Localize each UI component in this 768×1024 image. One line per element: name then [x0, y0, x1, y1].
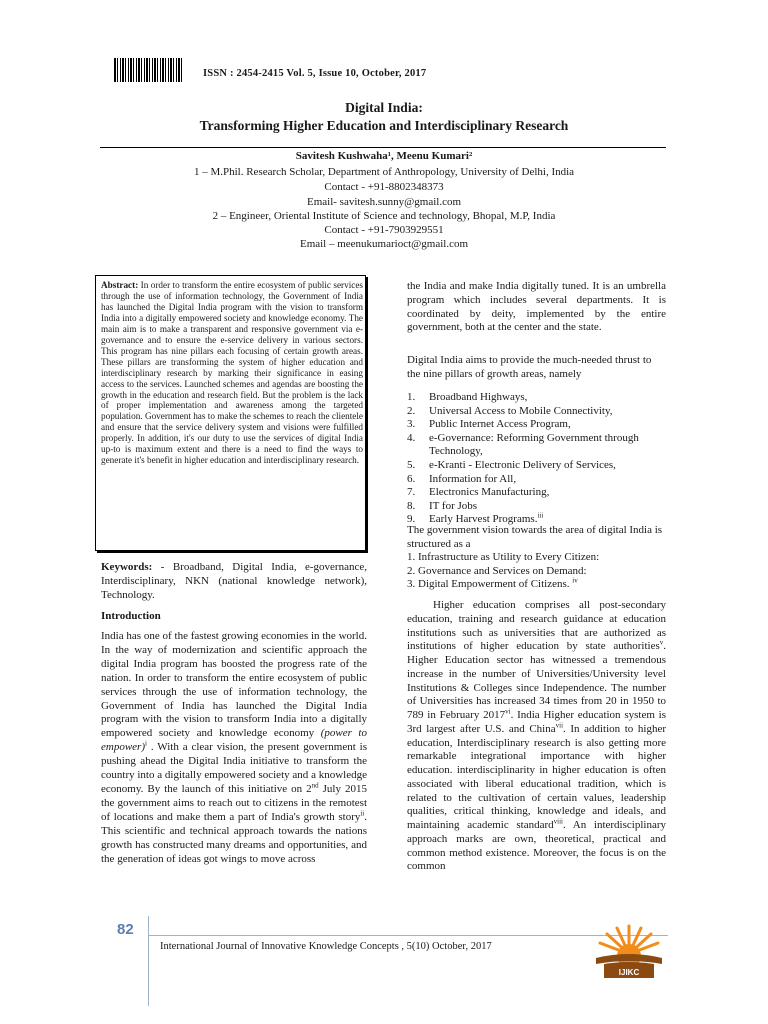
footnote-ref: ii [360, 809, 365, 818]
list-item [407, 432, 666, 459]
list-number: 4. [407, 431, 416, 444]
footnote-ref: viii [553, 817, 563, 826]
list-text: e-Governance: Reforming Government through Technology, [429, 431, 639, 458]
vision-text: 3. Digital Empowerment of Citizens. [407, 578, 570, 591]
affiliation-1: 1 – M.Phil. Research Scholar, Department of Anthropology, University of Delhi, India [193, 166, 575, 178]
abstract-label: Abstract: [101, 280, 139, 290]
higher-education-paragraph [407, 599, 666, 874]
para-text: . India Higher education system is 3rd largest after U.S. and China [407, 709, 666, 735]
intro-text-4: . This scientific and technical approach towards the nations growth has constructed many dreams and opportunities, and the generation of ideas got wings to move across [101, 810, 367, 865]
footnote-ref: vi [505, 707, 511, 716]
list-text: Public Internet Access Program, [429, 418, 571, 431]
para-text: . Higher Education sector has witnessed a tremendous increase in the number of Universities/University level Institutions & Colleges since Independence. The number of Universities has increased 34 times from 20 in 1950 to 789 in February 2017 [407, 640, 666, 721]
keywords-body: - Broadband, Digital India, e-governance, Interdisciplinary, NKN (national knowledge network), Technology. [101, 561, 367, 601]
footnote-ref: iv [572, 576, 578, 585]
list-number: 9. [407, 513, 416, 526]
list-text: Universal Access to Mobile Connectivity, [429, 404, 613, 417]
contact-2: Contact - +91-7903929551 [324, 224, 444, 236]
list-text: Broadband Highways, [429, 391, 528, 403]
author-names: Savitesh Kushwaha¹, Meenu Kumari² [295, 150, 473, 162]
introduction-heading: Introduction [101, 610, 161, 622]
pillars-intro: Digital India aims to provide the much-needed thrust to the nine pillars of growth areas, namely [407, 354, 652, 380]
paper-title-line2: Transforming Higher Education and Interdisciplinary Research [199, 118, 569, 133]
para-text: Higher education comprises all post-secondary education, training and research guidance at education institutions such as universities that are authorized as institutions of higher education by state authorities [407, 599, 666, 653]
page-number: 82 [117, 921, 134, 938]
vision-item [407, 578, 666, 592]
barcode-icon [114, 58, 182, 82]
keywords-label: Keywords: [101, 561, 153, 573]
para-text: . An interdisciplinary approach marks are own, theoretical, practical and common method existence. Moreover, the focus is on the common [407, 819, 666, 873]
journal-logo [590, 920, 668, 980]
email-2: Email – meenukumarioct@gmail.com [299, 238, 469, 250]
intro-text-3: July 2015 the government aims to reach out to citizens in the remotest of locations and make them a part of India's growth story [101, 782, 367, 823]
list-number: 8. [407, 499, 416, 512]
affiliation-2: 2 – Engineer, Oriental Institute of Science and technology, Bhopal, M.P, India [212, 210, 556, 222]
list-text: e-Kranti - Electronic Delivery of Services, [429, 458, 616, 471]
list-text: Electronics Manufacturing, [429, 486, 550, 499]
footnote-ref: v [659, 638, 664, 647]
pillars-list [407, 391, 666, 527]
list-number: 7. [407, 486, 416, 499]
contact-1: Contact - +91-8802348373 [324, 181, 444, 193]
list-item [407, 391, 666, 405]
list-number: 3. [407, 418, 416, 431]
vision-block [407, 524, 666, 592]
keywords [101, 560, 367, 602]
journal-citation: International Journal of Innovative Knowledge Concepts , 5(10) October, 2017 [160, 941, 492, 952]
paper-title-line1: Digital India: [345, 100, 423, 115]
title-divider [100, 147, 666, 148]
list-text: Early Harvest Programs. [429, 513, 538, 526]
intro-italic: (power to empower) [101, 727, 367, 754]
list-item [407, 405, 666, 419]
footnote-ref: iii [537, 511, 544, 520]
abstract [101, 280, 363, 466]
issn-line: ISSN : 2454-2415 Vol. 5, Issue 10, October, 2017 [203, 68, 427, 79]
abstract-body: In order to transform the entire ecosystem of public services through the use of information technology, the Government of India has launched the Digital India program with the vision to transform India into a digitally empowered society and knowledge economy. The main aim is to make a transparent and responsive government via e-governance and to ensure the e-service delivery in various sectors. This program has nine pillars each focusing of certain growth areas. These pillars are transforming the system of higher education and interdisciplinary research by marking their significance in easing access to the services. Launched schemes and agendas are boosting the growth in the education and research field. But the problem is the lack of proper implementation and awareness among the targeted population. Government has to make the schemes to reach the clientele and ensure that the service delivery system and visions were fulfilled properly. In addition, it's our duty to use the services of digital India up-to is maximum extent and there is a need to find the ways to generate it's benefit in higher education and interdisciplinary research. [101, 280, 363, 466]
list-number: 1. [407, 391, 416, 403]
intro-text-2: . With a clear vision, the present government is pushing ahead the Digital India initiative to transform the country into a digitally empowered society and a knowledge economy. By the launch of this initiative on 2 [101, 741, 367, 795]
intro-text-1: India has one of the fastest growing economies in the world. In the way of modernization and scientific approach the digital India program has boosted the progress rate of the nation. In order to transform the entire ecosystem of public services through the use of information technology, the Government of India has launched the Digital India program with the vision to transform India into a digitally empowered society and knowledge economy [101, 630, 367, 740]
right-continuation: the India and make India digitally tuned. It is an umbrella program which includes several departments. It is coordinated by deity, implemented by the entire government, both at the center and the state. [407, 280, 666, 334]
list-text: Information for All, [429, 472, 517, 485]
list-number: 5. [407, 458, 416, 471]
list-item [407, 473, 666, 487]
vision-item: 1. Infrastructure as Utility to Every Citizen: [407, 551, 600, 564]
list-number: 6. [407, 472, 416, 485]
footnote-ref: vii [555, 721, 564, 730]
superscript: nd [311, 781, 319, 790]
list-item [407, 486, 666, 500]
para-text: . In addition to higher education, Interdisciplinary research is also getting more remarkable integrational importance with higher education. interdisciplinarity in higher education is often associated with liberal educational tradition, which is related to the cultivation of certain values, leadership qualities, critical thinking, knowledge and ideals, and maintaining academic standard [407, 722, 667, 831]
list-text: IT for Jobs [429, 499, 478, 512]
footer-divider-vertical [148, 916, 149, 1006]
introduction-body [101, 630, 367, 866]
logo-text: IJIKC [618, 968, 640, 977]
vision-intro: The government vision towards the area of digital India is structured as a [407, 524, 663, 550]
vision-item: 2. Governance and Services on Demand: [407, 564, 587, 577]
email-1: Email- savitesh.sunny@gmail.com [306, 196, 462, 208]
list-item [407, 418, 666, 432]
list-number: 2. [407, 404, 416, 417]
footnote-ref: i [145, 739, 147, 748]
list-item [407, 459, 666, 473]
